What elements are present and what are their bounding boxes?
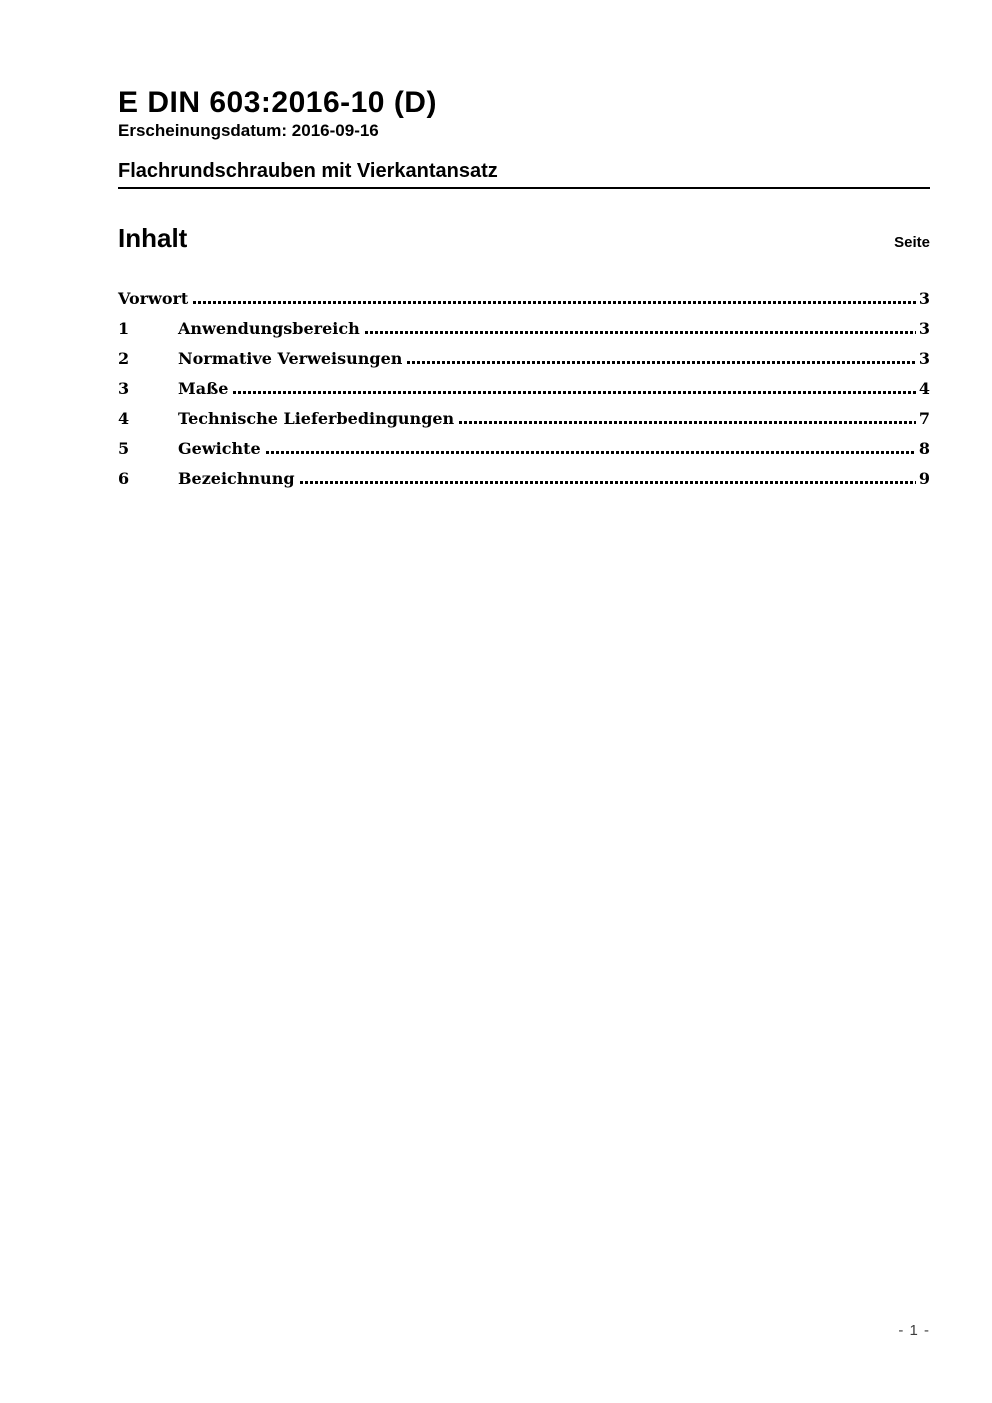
toc-entry[interactable] <box>118 368 930 398</box>
toc-entry-label: Anwendungsbereich <box>178 319 360 338</box>
publication-date: Erscheinungsdatum: 2016-09-16 <box>118 121 379 140</box>
toc-entry[interactable] <box>118 278 930 308</box>
toc-entry-page: 8 <box>918 439 930 458</box>
toc-entry-page: 4 <box>918 379 930 398</box>
dot-leader <box>233 391 915 394</box>
toc-entry-label: Bezeichnung <box>178 469 295 488</box>
toc-entry-number: 4 <box>118 409 130 428</box>
toc-entry-page: 3 <box>918 319 930 338</box>
dot-leader <box>193 301 916 304</box>
toc-entry-label: Technische Lieferbedingungen <box>178 409 455 428</box>
toc-entry-label: Maße <box>178 379 229 398</box>
toc-entry-number: 3 <box>118 379 130 398</box>
toc-entry-page: 3 <box>918 289 930 308</box>
toc-entry[interactable] <box>118 338 930 368</box>
toc-page-column-label: Seite <box>894 234 930 251</box>
toc-entry-page: 9 <box>918 469 930 488</box>
toc-entry[interactable] <box>118 308 930 338</box>
dot-leader <box>459 421 916 424</box>
toc-entry-label: Vorwort <box>118 289 189 308</box>
dot-leader <box>407 361 915 364</box>
toc-entry-page: 3 <box>918 349 930 368</box>
toc-entry-number: 5 <box>118 439 130 458</box>
toc-entry-page: 7 <box>918 409 930 428</box>
table-of-contents <box>118 225 930 488</box>
toc-entry-label: Gewichte <box>178 439 261 458</box>
toc-entry-number: 1 <box>118 319 130 338</box>
toc-heading: Inhalt <box>118 223 188 253</box>
dot-leader <box>365 331 916 334</box>
toc-entry[interactable] <box>118 458 930 488</box>
doc-number-title: E DIN 603:2016-10 (D) <box>118 86 437 119</box>
doc-title: Flachrundschrauben mit Vierkantansatz <box>118 161 930 189</box>
toc-list <box>118 278 930 488</box>
toc-entry[interactable] <box>118 428 930 458</box>
document-header <box>118 88 930 189</box>
toc-entry-label: Normative Verweisungen <box>178 349 403 368</box>
page-number: - 1 - <box>898 1322 930 1339</box>
toc-entry[interactable] <box>118 398 930 428</box>
toc-entry-number: 6 <box>118 469 130 488</box>
toc-header <box>118 225 930 252</box>
dot-leader <box>300 481 916 484</box>
dot-leader <box>266 451 916 454</box>
toc-entry-number: 2 <box>118 349 130 368</box>
